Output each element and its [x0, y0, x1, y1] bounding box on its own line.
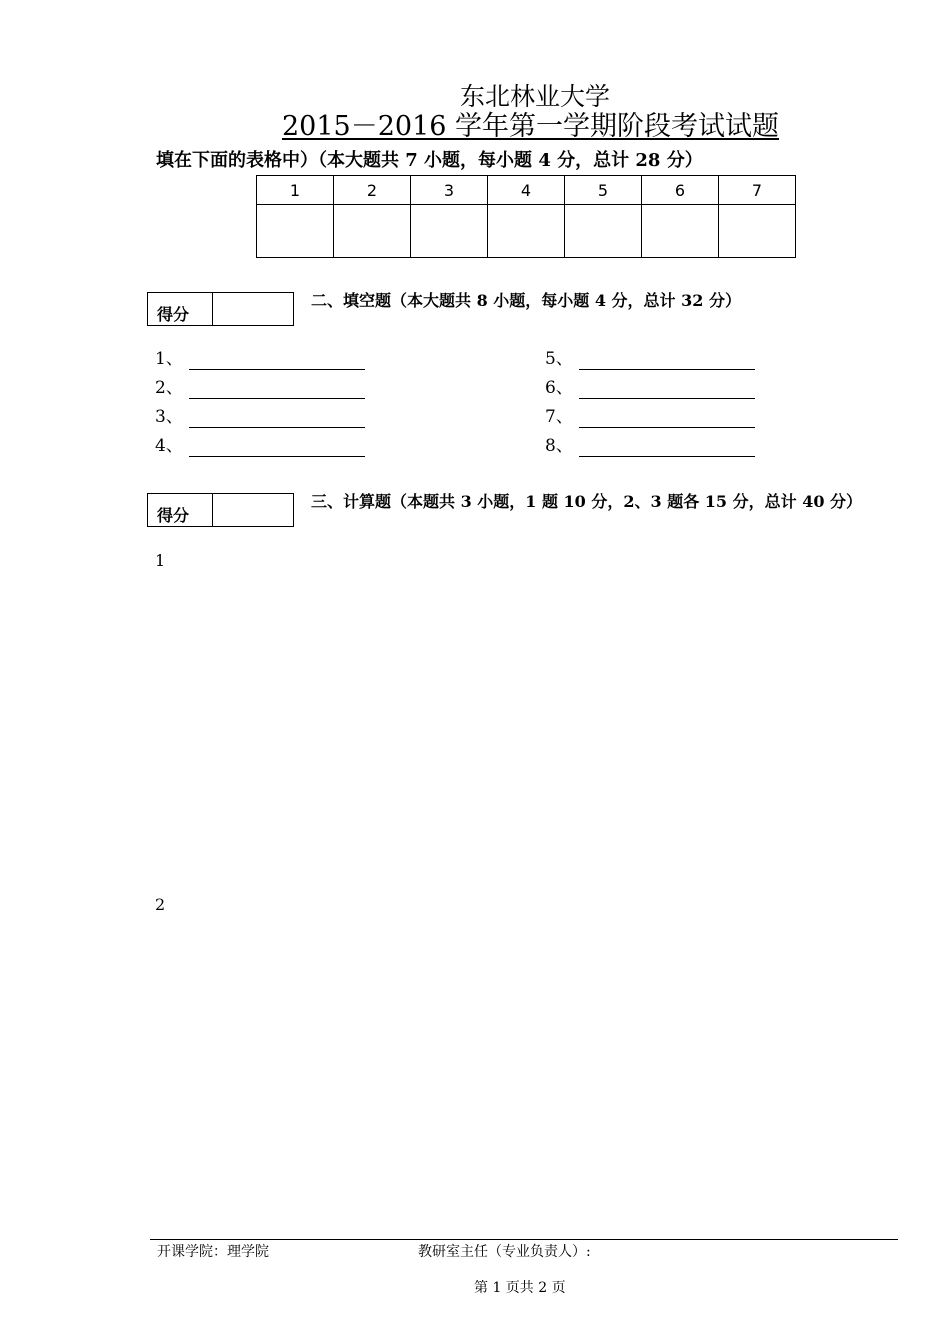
footer-rule: [150, 1239, 898, 1240]
section3-score-box: [147, 493, 294, 527]
question-number-2: 2: [155, 895, 166, 914]
score-label: 得分: [148, 293, 213, 325]
answer-table: [256, 175, 796, 258]
blank-number: 2、: [155, 378, 183, 398]
blank-number: 3、: [155, 407, 183, 427]
answer-line[interactable]: [579, 380, 755, 399]
blank-number: 5、: [545, 349, 573, 369]
answer-col-header: 7: [719, 176, 796, 205]
answer-table-header-row: [257, 176, 796, 205]
exam-title: 2015－2016 学年第一学期阶段考试试题: [282, 111, 780, 142]
fill-blank-8: [545, 435, 755, 457]
blank-number: 4、: [155, 436, 183, 456]
answer-table-blank-row: [257, 205, 796, 258]
answer-line[interactable]: [189, 409, 365, 428]
answer-line[interactable]: [579, 438, 755, 457]
fill-blank-1: [155, 348, 365, 370]
footer-college: 开课学院：理学院: [157, 1244, 269, 1260]
answer-line[interactable]: [189, 380, 365, 399]
fill-blank-6: [545, 377, 755, 399]
blank-number: 6、: [545, 378, 573, 398]
footer-director: 教研室主任（专业负责人）:: [418, 1244, 591, 1260]
answer-col-header: 3: [411, 176, 488, 205]
answer-col-header: 4: [488, 176, 565, 205]
section3-heading: 三、计算题（本题共 3 小题，1 题 10 分，2、3 题各 15 分，总计 40 分）: [311, 492, 863, 511]
fill-blank-4: [155, 435, 365, 457]
answer-line[interactable]: [189, 351, 365, 370]
answer-cell[interactable]: [257, 205, 334, 258]
answer-line[interactable]: [189, 438, 365, 457]
answer-line[interactable]: [579, 351, 755, 370]
answer-col-header: 1: [257, 176, 334, 205]
section2-heading: 二、填空题（本大题共 8 小题，每小题 4 分，总计 32 分）: [311, 291, 741, 310]
blank-number: 7、: [545, 407, 573, 427]
answer-cell[interactable]: [565, 205, 642, 258]
score-label: 得分: [148, 494, 213, 526]
section2-score-box: [147, 292, 294, 326]
answer-col-header: 5: [565, 176, 642, 205]
answer-cell[interactable]: [642, 205, 719, 258]
fill-blank-5: [545, 348, 755, 370]
answer-col-header: 6: [642, 176, 719, 205]
answer-cell[interactable]: [411, 205, 488, 258]
answer-col-header: 2: [334, 176, 411, 205]
answer-cell[interactable]: [488, 205, 565, 258]
university-name: 东北林业大学: [459, 82, 610, 111]
answer-line[interactable]: [579, 409, 755, 428]
blank-number: 8、: [545, 436, 573, 456]
fill-blank-2: [155, 377, 365, 399]
answer-cell[interactable]: [719, 205, 796, 258]
fill-blank-7: [545, 406, 755, 428]
blank-number: 1、: [155, 349, 183, 369]
answer-cell[interactable]: [334, 205, 411, 258]
page-number: 第 1 页共 2 页: [474, 1280, 566, 1296]
section1-heading: 填在下面的表格中）（本大题共 7 小题，每小题 4 分，总计 28 分）: [156, 150, 703, 171]
fill-blank-3: [155, 406, 365, 428]
question-number-1: 1: [155, 551, 166, 570]
